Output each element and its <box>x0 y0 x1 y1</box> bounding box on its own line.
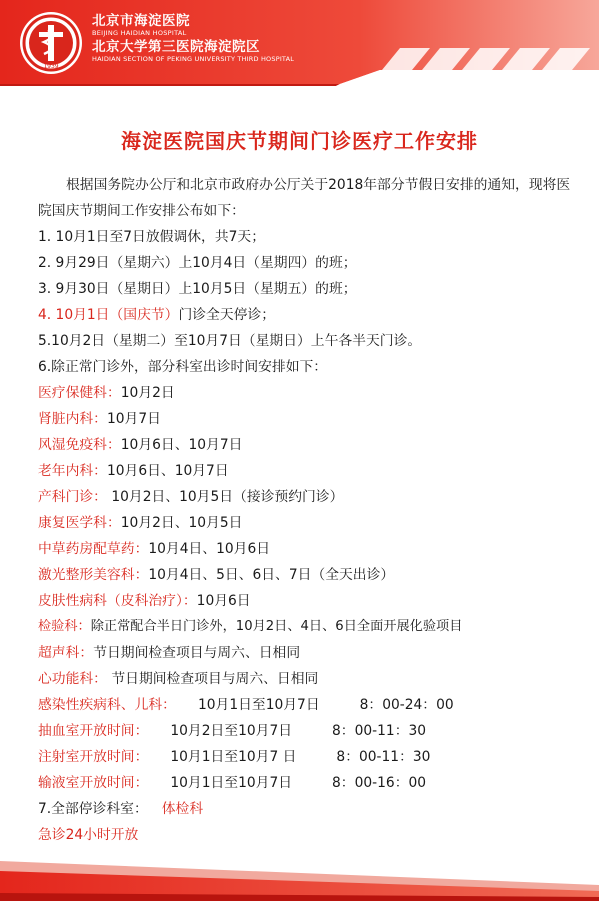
department-row: 皮肤性病科（皮科治疗）：10月6日 <box>38 593 251 609</box>
footer-banner <box>0 841 599 901</box>
list-item: 1. 10月1日至7日放假调休，共7天； <box>38 229 266 245</box>
department-name: 检验科： <box>38 619 91 634</box>
department-name: 康复医学科： <box>38 515 121 531</box>
hospital-brand <box>92 14 294 64</box>
list-item-highlight: 4. 10月1日（国庆节）门诊全天停诊； <box>38 307 276 323</box>
section-name-en: HAIDIAN SECTION OF PEKING UNIVERSITY THIRD HOSPITAL <box>92 55 295 63</box>
header-background <box>0 0 599 96</box>
hospital-name-cn: 北京市海淀医院 <box>92 13 190 29</box>
notice-body <box>38 172 578 848</box>
hospital-name-en: BEIJING HAIDIAN HOSPITAL <box>92 29 187 37</box>
department-name: 医疗保健科： <box>38 385 121 401</box>
department-name: 皮肤性病科（皮科治疗）： <box>38 593 197 609</box>
department-name: 超声科： <box>38 645 94 661</box>
svg-text:1939: 1939 <box>43 63 59 70</box>
department-row: 肾脏内科：10月7日 <box>38 411 161 427</box>
open-hours: 8：00-24：00 <box>359 697 454 713</box>
department-name: 风湿免疫科： <box>38 437 121 453</box>
department-name: 感染性疾病科、儿科： <box>38 697 176 713</box>
hospital-logo <box>18 10 84 76</box>
department-row: 感染性疾病科、儿科： 10月1日至10月7日 8：00-24：00 <box>38 692 578 718</box>
header-banner <box>0 0 599 96</box>
list-item: 6.除正常门诊外，部分科室出诊时间安排如下： <box>38 359 328 375</box>
department-name: 中草药房配草药： <box>38 541 149 557</box>
open-hours: 8：00-16：00 <box>332 775 427 791</box>
department-row: 激光整形美容科：10月4日、5日、6日、7日（全天出诊） <box>38 567 395 583</box>
department-row: 输液室开放时间： 10月1日至10月7日 8：00-16：00 <box>38 770 578 796</box>
department-row: 康复医学科：10月2日、10月5日 <box>38 515 243 531</box>
open-hours: 8：00-11：30 <box>332 723 427 739</box>
page-title: 海淀医院国庆节期间门诊医疗工作安排 <box>121 129 478 153</box>
department-row: 注射室开放时间： 10月1日至10月7 日 8：00-11：30 <box>38 744 578 770</box>
list-item: 5.10月2日（星期二）至10月7日（星期日）上午各半天门诊。 <box>38 333 422 349</box>
department-row: 医疗保健科：10月2日 <box>38 385 175 401</box>
department-name: 激光整形美容科： <box>38 567 149 583</box>
department-row: 抽血室开放时间： 10月2日至10月7日 8：00-11：30 <box>38 718 578 744</box>
department-row: 心功能科： 节日期间检查项目与周六、日相同 <box>38 671 319 687</box>
department-name: 老年内科： <box>38 463 107 479</box>
department-name: 肾脏内科： <box>38 411 107 427</box>
department-row: 产科门诊： 10月2日、10月5日（接诊预约门诊） <box>38 489 344 505</box>
department-row: 中草药房配草药：10月4日、10月6日 <box>38 541 271 557</box>
department-name: 抽血室开放时间： <box>38 723 149 739</box>
department-name: 产科门诊： <box>38 489 107 505</box>
department-row: 老年内科：10月6日、10月7日 <box>38 463 229 479</box>
closed-departments: 7.全部停诊科室： 体检科 <box>38 801 204 817</box>
department-name: 输液室开放时间： <box>38 775 149 791</box>
emergency-notice: 急诊24小时开放 <box>38 827 139 843</box>
department-name: 注射室开放时间： <box>38 749 149 765</box>
footer-background <box>0 841 599 901</box>
list-item: 2. 9月29日（星期六）上10月4日（星期四）的班； <box>38 255 357 271</box>
department-name: 心功能科： <box>38 671 107 687</box>
section-name-cn: 北京大学第三医院海淀院区 <box>92 39 260 55</box>
intro-paragraph: 根据国务院办公厅和北京市政府办公厅关于2018年部分节假日安排的通知，现将医院国庆节期间工作安排公布如下： <box>38 177 571 219</box>
department-row: 风湿免疫科：10月6日、10月7日 <box>38 437 243 453</box>
list-item: 3. 9月30日（星期日）上10月5日（星期五）的班； <box>38 281 357 297</box>
department-row: 超声科：节日期间检查项目与周六、日相同 <box>38 645 301 661</box>
department-row: 检验科：除正常配合半日门诊外，10月2日、4日、6日全面开展化验项目 <box>38 619 463 634</box>
open-hours: 8：00-11：30 <box>336 749 431 765</box>
